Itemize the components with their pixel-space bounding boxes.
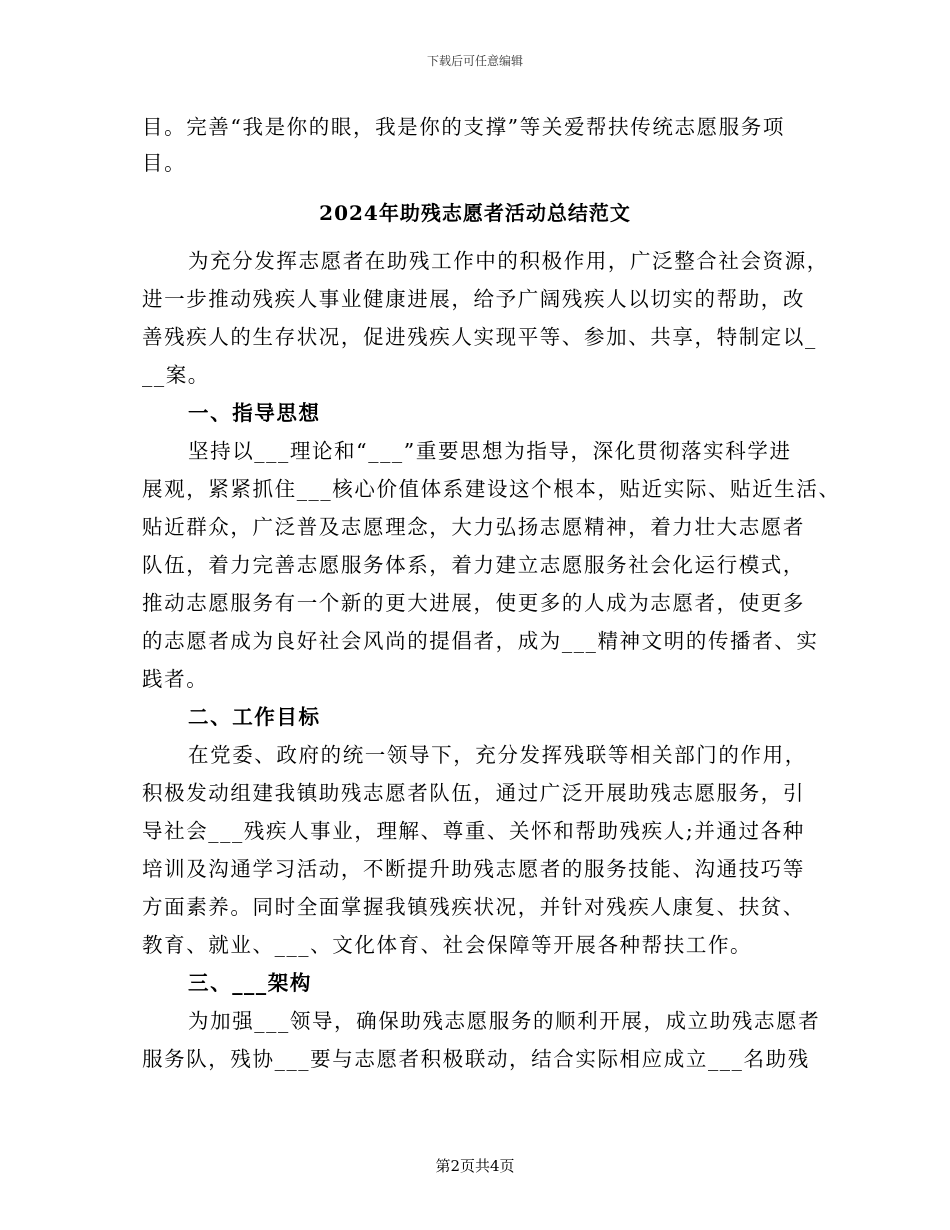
text-line: 进一步推动残疾人事业健康进展，给予广阔残疾人以切实的帮助，改 [142,287,805,311]
paragraph-first-line: 在党委、政府的统一领导下，充分发挥残联等相关部门的作用， [188,743,807,767]
page-header-note: 下载后可任意编辑 [426,54,523,68]
text-line: 方面素养。同时全面掌握我镇残疾状况，并针对残疾人康复、扶贫、 [142,895,805,919]
text-line: 导社会___残疾人事业，理解、尊重、关怀和帮助残疾人;并通过各种 [142,819,805,843]
text-line: 贴近群众，广泛普及志愿理念，大力弘扬志愿精神，着力壮大志愿者 [142,515,805,539]
paragraph-first-line: 为充分发挥志愿者在助残工作中的积极作用，广泛整合社会资源， [188,249,829,273]
text-line: 服务队，残协___要与志愿者积极联动，结合实际相应成立___名助残 [142,1047,810,1071]
text-line: 践者。 [142,667,209,691]
section-heading: 一、指导思想 [188,401,321,425]
text-line: 教育、就业、___、文化体育、社会保障等开展各种帮扶工作。 [142,933,753,957]
text-line: 推动志愿服务有一个新的更大进展，使更多的人成为志愿者，使更多 [142,591,805,615]
text-line: 队伍，着力完善志愿服务体系，着力建立志愿服务社会化运行模式， [142,553,805,577]
section-heading: 三、___架构 [188,971,312,995]
section-heading: 二、工作目标 [188,705,321,729]
text-line: 善残疾人的生存状况，促进残疾人实现平等、参加、共享，特制定以_ [142,325,817,349]
text-line: 的志愿者成为良好社会风尚的提倡者，成为___精神文明的传播者、实 [142,629,819,653]
document-title: 2024年助残志愿者活动总结范文 [319,201,631,225]
text-line: 展观，紧紧抓住___核心价值体系建设这个根本，贴近实际、贴近生活、 [142,477,841,501]
paragraph-first-line: 坚持以___理论和“___”重要思想为指导，深化贯彻落实科学进 [188,439,792,463]
page-number: 第2页共4页 [435,1157,515,1175]
text-line: 目。完善“我是你的眼，我是你的支撑”等关爱帮扶传统志愿服务项 [142,115,785,139]
text-line: __案。 [142,363,210,387]
paragraph-first-line: 为加强___领导，确保助残志愿服务的顺利开展，成立助残志愿者 [188,1009,821,1033]
text-line: 积极发动组建我镇助残志愿者队伍，通过广泛开展助残志愿服务，引 [142,781,805,805]
text-line: 目。 [142,151,187,175]
text-line: 培训及沟通学习活动，不断提升助残志愿者的服务技能、沟通技巧等 [142,857,805,881]
